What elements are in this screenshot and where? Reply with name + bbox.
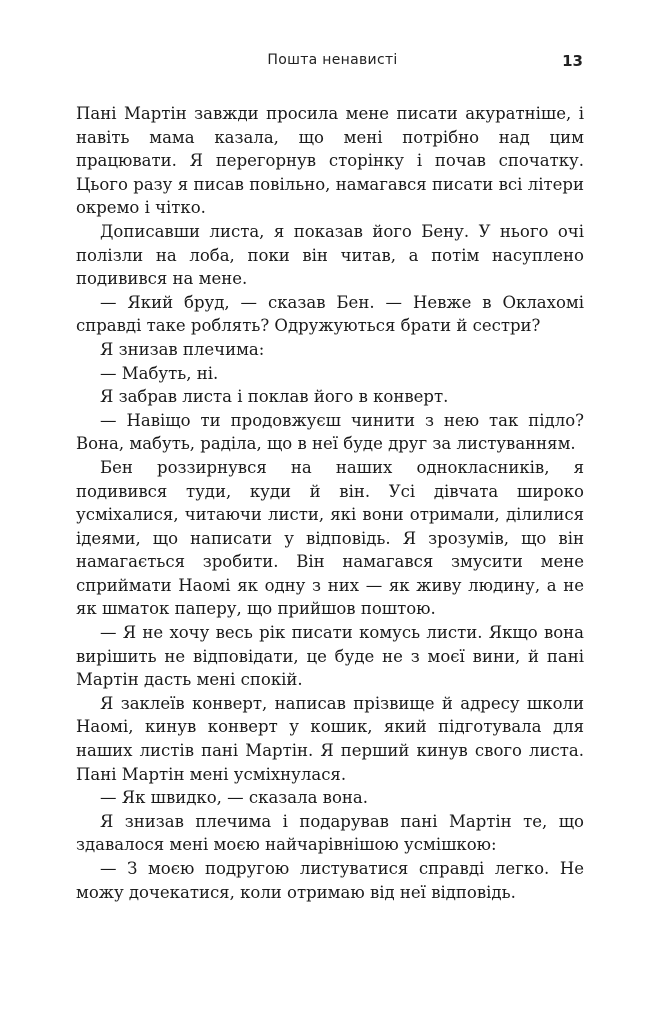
paragraph: Я знизав плечима і подарував пані Мартін те, що здавалося мені моєю найчарівнішою усмішкою:	[76, 811, 584, 855]
paragraph: Я заклеїв конверт, написав прізвище й адресу школи Наомі, кинув конверт у кошик, який підготувала для наших листів пані Мартін. Я перший кинув свого листа. Пані Мартін мені усміхнулася.	[76, 693, 584, 784]
paragraph: Я знизав плечима:	[100, 339, 265, 359]
paragraph: Я забрав листа і поклав його в конверт.	[100, 387, 449, 407]
paragraph: — Який бруд, — сказав Бен. — Невже в Оклахомі справді таке роблять? Одружуються брати й сестри?	[76, 292, 584, 336]
paragraph: — Навіщо ти продовжуєш чинити з нею так підло? Вона, мабуть, раділа, що в неї буде друг за листуванням.	[76, 410, 584, 454]
page-number: 13	[562, 52, 583, 70]
paragraph: — Як швидко, — сказала вона.	[100, 788, 368, 808]
paragraph: Пані Мартін завжди просила мене писати акуратніше, і навіть мама казала, що мені потрібно над цим працювати. Я перегорнув сторінку і почав спочатку. Цього разу я писав повільно, намагався писати всі літери окремо і чітко.	[76, 104, 584, 218]
running-title: Пошта ненависті	[267, 52, 398, 68]
paragraph: Дописавши листа, я показав його Бену. У нього очі полізли на лоба, поки він читав, а потім насуплено подивився на мене.	[76, 221, 584, 289]
paragraph: — Я не хочу весь рік писати комусь листи. Якщо вона вирішить не відповідати, це буде не з моєї вини, й пані Мартін дасть мені спокій.	[76, 623, 584, 690]
body-text	[76, 102, 584, 904]
paragraph: — З моєю подругою листуватися справді легко. Не можу дочекатися, коли отримаю від неї відповідь.	[76, 859, 584, 902]
paragraph: — Мабуть, ні.	[100, 363, 219, 383]
running-head	[0, 52, 665, 72]
paragraph: Бен роззирнувся на наших однокласників, я подивився туди, куди й він. Усі дівчата широко усміхалися, читаючи листи, які вони отримали, ділилися ідеями, що написати у відповідь. Я зрозумів, що він намагається зробити. Він намагався змусити мене сприймати Наомі як одну з них — як живу людину, а не як шматок паперу, що прийшов поштою.	[76, 457, 584, 619]
